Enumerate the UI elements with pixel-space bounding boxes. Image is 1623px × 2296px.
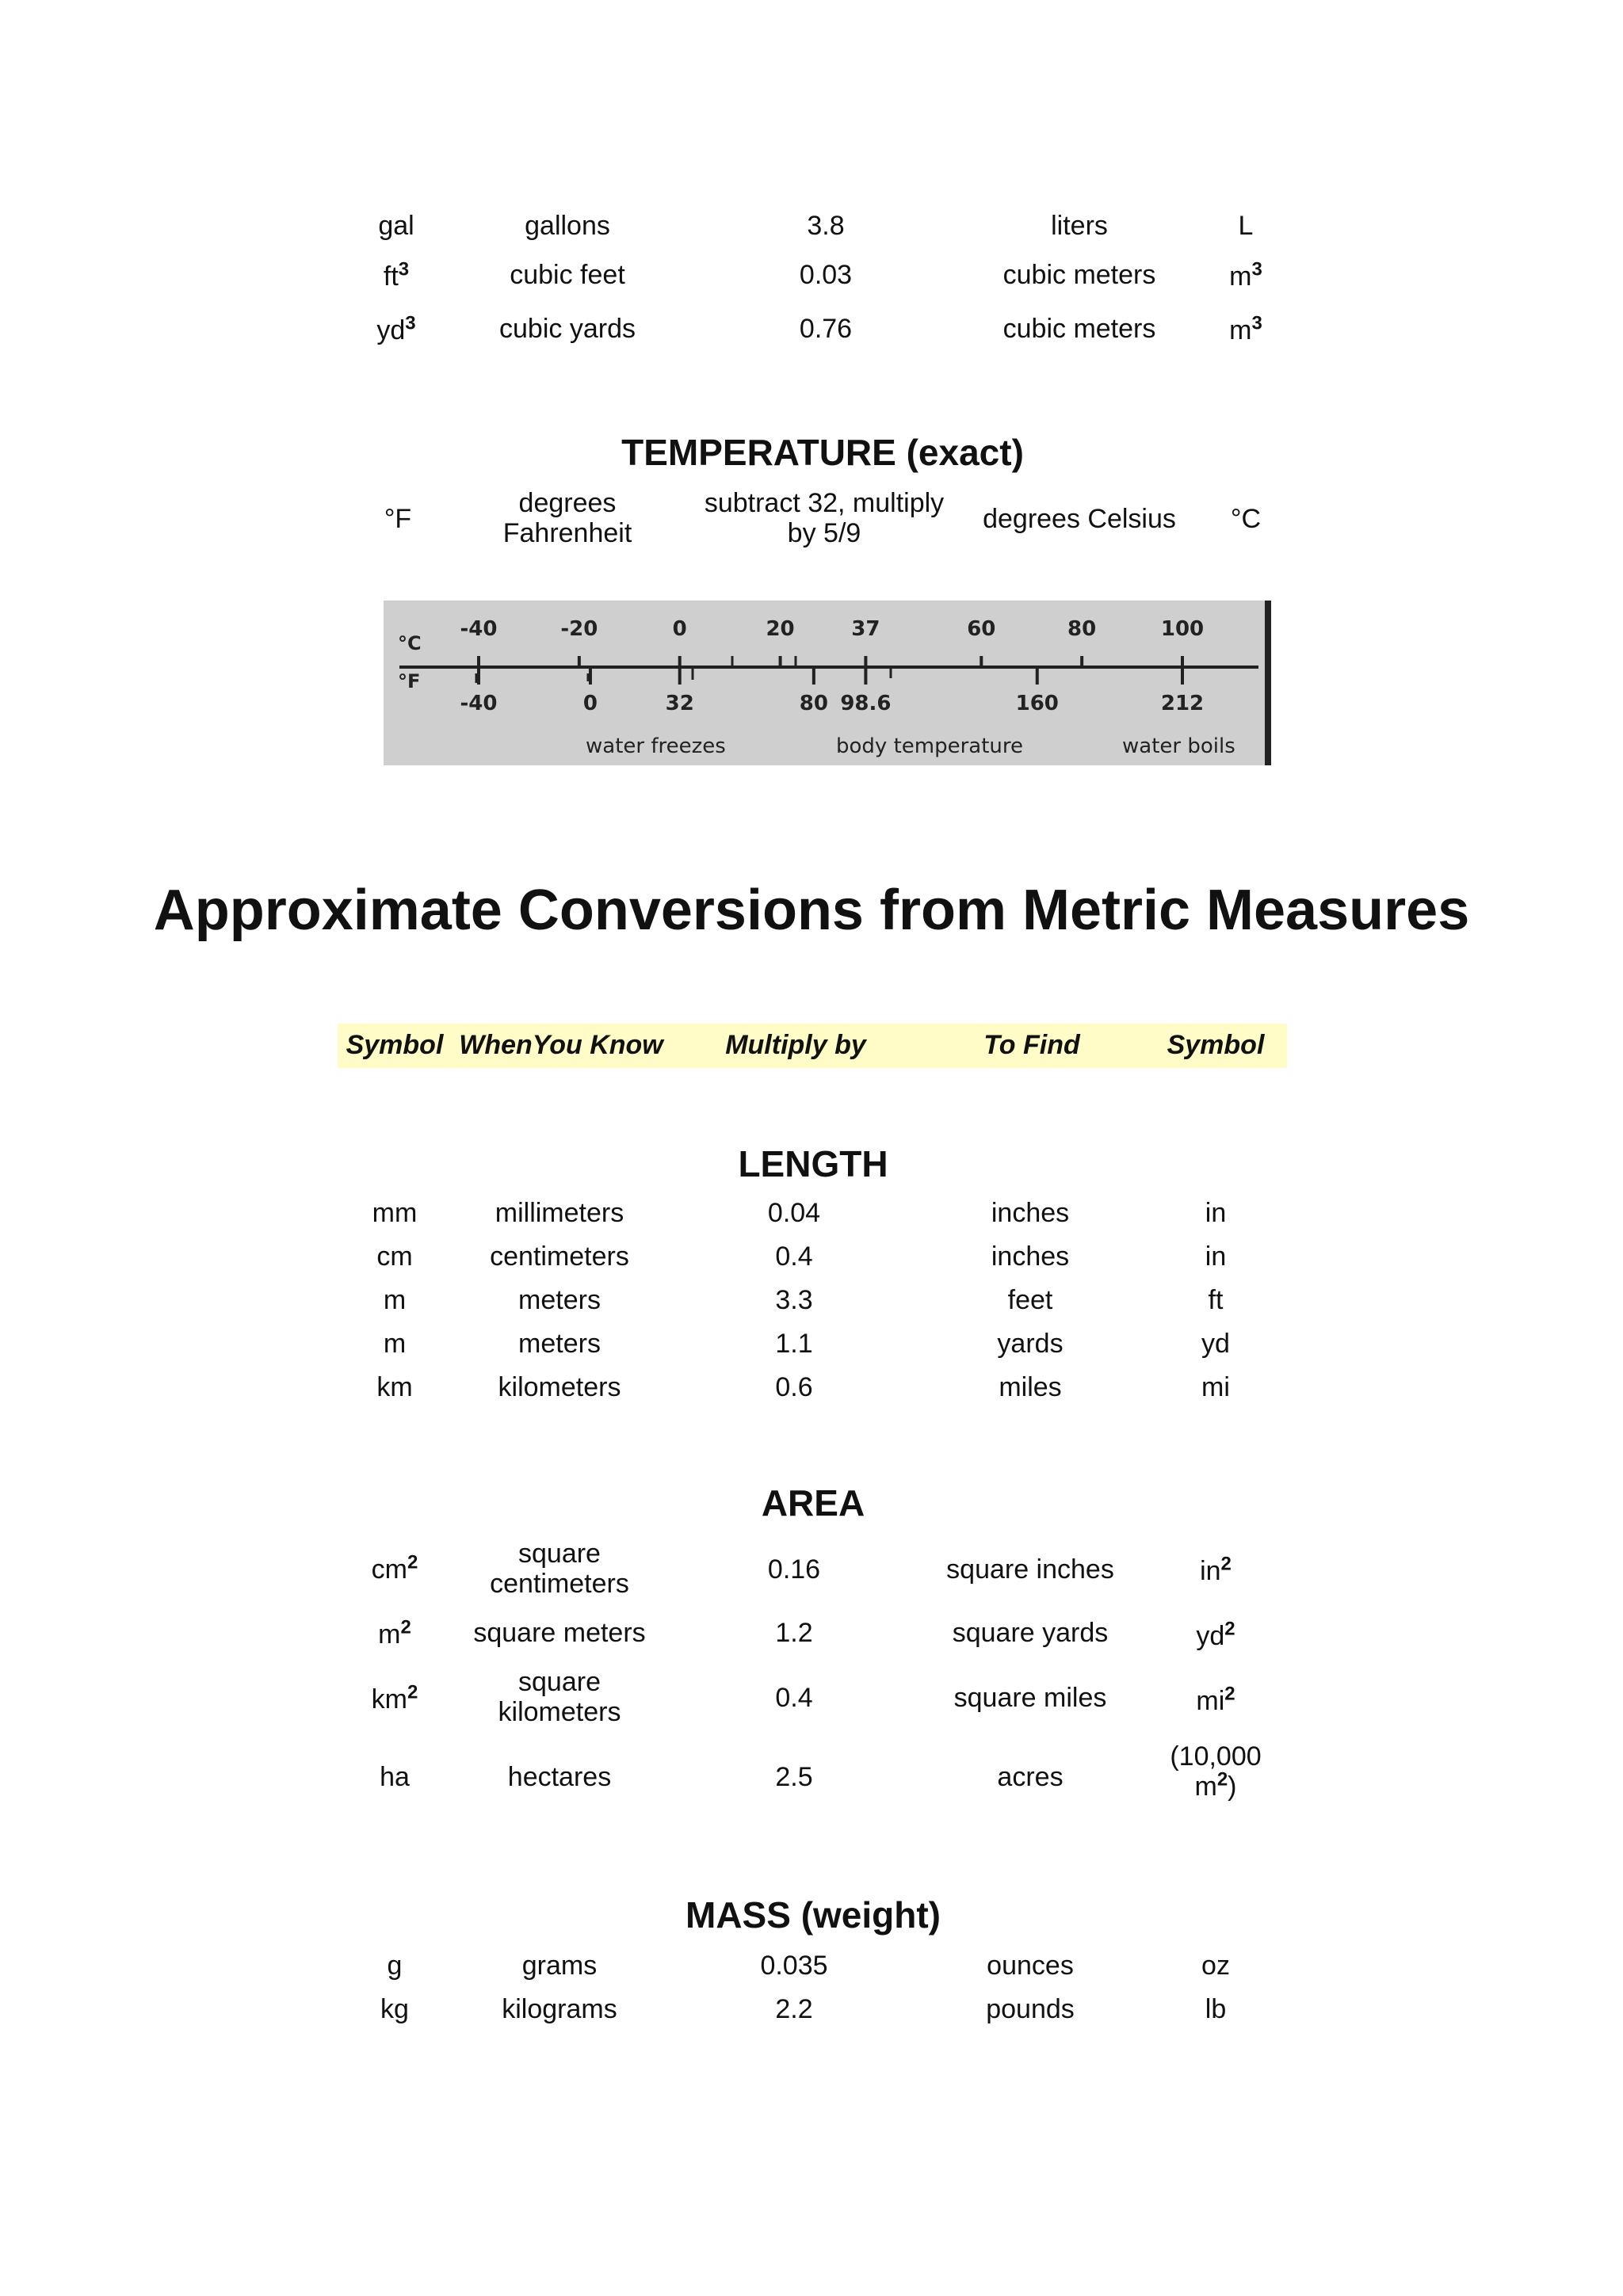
know-cell: square kilometers — [498, 1667, 621, 1727]
length-heading: LENGTH — [738, 1143, 888, 1184]
to-symbol-cell: $yd^2$ — [1196, 1618, 1235, 1651]
header-to-symbol: Symbol — [1167, 1030, 1265, 1060]
header-multiply-by: Multiply by — [725, 1030, 866, 1060]
find-cell: degrees Celsius — [983, 504, 1176, 534]
multiply-cell: subtract 32, multiply by 5/9 — [704, 488, 945, 548]
multiply-cell: 0.4 — [775, 1683, 813, 1713]
to-symbol-cell: in — [1205, 1198, 1227, 1228]
page-title: Approximate Conversions from Metric Measures — [153, 879, 1470, 942]
symbol-cell: m — [383, 1285, 407, 1315]
know-cell: centimeters — [490, 1241, 629, 1272]
symbol-cell: $cm^2$ — [371, 1551, 418, 1585]
know-cell: hectares — [507, 1762, 612, 1792]
to-symbol-cell: $mi^2$ — [1196, 1683, 1235, 1716]
know-cell: meters — [518, 1285, 601, 1315]
multiply-cell: 0.76 — [799, 314, 853, 344]
to-symbol-cell: mi — [1201, 1372, 1230, 1402]
know-cell: square meters — [473, 1618, 646, 1648]
temperature-scale-graphic — [384, 601, 1265, 765]
area-heading: AREA — [761, 1482, 865, 1524]
celsius-tick-label: 100 — [1160, 617, 1205, 641]
multiply-cell: 0.04 — [767, 1198, 821, 1228]
to-symbol-cell: $in^2$ — [1200, 1553, 1232, 1586]
symbol-cell: mm — [372, 1198, 418, 1228]
to-symbol-cell: L — [1238, 211, 1254, 241]
temperature-scale — [384, 601, 1271, 765]
fahrenheit-tick-label: 0 — [582, 692, 598, 715]
celsius-unit-label: °C — [398, 632, 422, 654]
body-temperature-label: body temperature — [836, 734, 1023, 758]
header-when-you-know: WhenYou Know — [459, 1030, 663, 1060]
find-cell: pounds — [986, 1994, 1075, 2024]
to-symbol-cell: lb — [1205, 1994, 1227, 2024]
find-cell: inches — [991, 1241, 1070, 1272]
fahrenheit-tick-label: 98.6 — [840, 692, 892, 715]
to-symbol-cell: in — [1205, 1241, 1227, 1272]
symbol-cell: kg — [380, 1994, 409, 2024]
to-symbol-cell: (10,000 $m^2$) — [1170, 1741, 1262, 1802]
to-symbol-cell: yd — [1201, 1329, 1230, 1359]
celsius-tick-label: 37 — [851, 617, 880, 641]
symbol-cell: km — [376, 1372, 413, 1402]
multiply-cell: 0.4 — [775, 1241, 813, 1272]
fahrenheit-tick-label: 80 — [799, 692, 828, 715]
celsius-tick-label: 20 — [766, 617, 795, 641]
water-boils-label: water boils — [1122, 734, 1235, 758]
to-symbol-cell: oz — [1201, 1951, 1230, 1981]
symbol-cell: g — [387, 1951, 403, 1981]
celsius-tick-label: -40 — [460, 617, 498, 641]
celsius-tick-label: -20 — [560, 617, 598, 641]
know-cell: square centimeters — [490, 1539, 629, 1599]
know-cell: millimeters — [495, 1198, 624, 1228]
multiply-cell: 0.16 — [767, 1554, 821, 1585]
symbol-cell: cm — [376, 1241, 413, 1272]
multiply-cell: 1.1 — [775, 1329, 813, 1359]
know-cell: cubic feet — [510, 260, 625, 290]
multiply-cell: 3.3 — [775, 1285, 813, 1315]
header-symbol: Symbol — [346, 1030, 444, 1060]
find-cell: square miles — [953, 1683, 1107, 1713]
symbol-cell: $km^2$ — [371, 1681, 418, 1714]
symbol-cell: ha — [380, 1762, 410, 1792]
celsius-tick-label: 0 — [672, 617, 687, 641]
find-cell: liters — [1051, 211, 1108, 241]
know-cell: degrees Fahrenheit — [502, 488, 632, 548]
know-cell: grams — [521, 1951, 598, 1981]
find-cell: feet — [1007, 1285, 1053, 1315]
find-cell: cubic meters — [1002, 314, 1156, 344]
header-to-find: To Find — [983, 1030, 1080, 1060]
to-symbol-cell: °C — [1230, 504, 1262, 534]
symbol-cell: gal — [378, 211, 414, 241]
mass-heading: MASS (weight) — [685, 1894, 941, 1936]
multiply-cell: 0.03 — [799, 260, 853, 290]
find-cell: square yards — [952, 1618, 1109, 1648]
symbol-cell: $m^2$ — [378, 1616, 411, 1650]
multiply-cell: 3.8 — [807, 211, 845, 241]
symbol-cell: °F — [384, 504, 412, 534]
symbol-cell: $yd^3$ — [376, 312, 416, 345]
water-freezes-label: water freezes — [586, 734, 726, 758]
find-cell: square inches — [946, 1554, 1114, 1585]
find-cell: yards — [997, 1329, 1064, 1359]
find-cell: acres — [997, 1762, 1064, 1792]
fahrenheit-tick-label: 212 — [1160, 692, 1205, 715]
find-cell: miles — [999, 1372, 1062, 1402]
to-symbol-cell: $m^3$ — [1229, 258, 1262, 292]
know-cell: meters — [518, 1329, 601, 1359]
multiply-cell: 0.035 — [760, 1951, 828, 1981]
find-cell: inches — [991, 1198, 1070, 1228]
fahrenheit-tick-label: 160 — [1015, 692, 1059, 715]
know-cell: gallons — [525, 211, 610, 241]
know-cell: kilograms — [502, 1994, 617, 2024]
temperature-heading: TEMPERATURE (exact) — [621, 432, 1024, 473]
multiply-cell: 2.2 — [775, 1994, 813, 2024]
multiply-cell: 0.6 — [775, 1372, 813, 1402]
to-symbol-cell: $m^3$ — [1229, 312, 1262, 345]
multiply-cell: 1.2 — [775, 1618, 813, 1648]
celsius-tick-label: 80 — [1067, 617, 1097, 641]
to-symbol-cell: ft — [1208, 1285, 1224, 1315]
fahrenheit-tick-label: 32 — [665, 692, 694, 715]
know-cell: kilometers — [498, 1372, 621, 1402]
know-cell: cubic yards — [499, 314, 636, 344]
find-cell: ounces — [987, 1951, 1074, 1981]
symbol-cell: $ft^3$ — [383, 258, 410, 292]
multiply-cell: 2.5 — [775, 1762, 813, 1792]
fahrenheit-tick-label: -40 — [460, 692, 498, 715]
celsius-tick-label: 60 — [967, 617, 996, 641]
fahrenheit-unit-label: °F — [398, 670, 421, 692]
symbol-cell: m — [383, 1329, 407, 1359]
find-cell: cubic meters — [1002, 260, 1156, 290]
